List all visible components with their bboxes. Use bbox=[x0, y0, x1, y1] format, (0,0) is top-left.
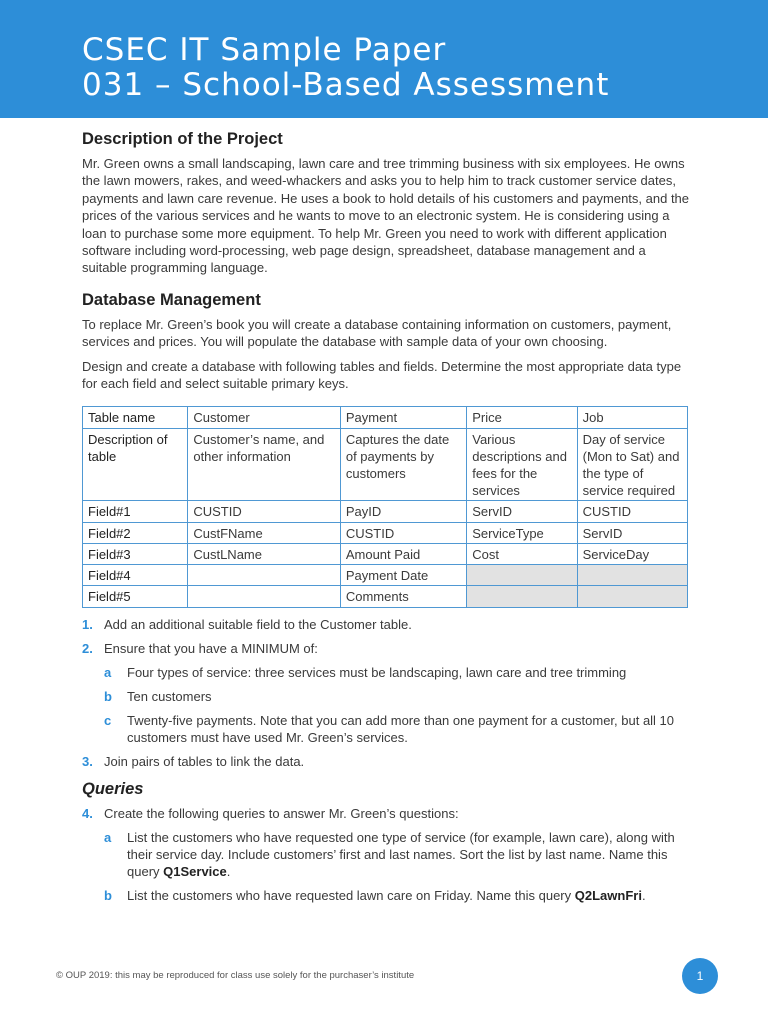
table-row bbox=[83, 543, 688, 564]
table-cell: Cost bbox=[467, 543, 577, 564]
table-cell: Field#3 bbox=[83, 543, 188, 564]
task-text: Ensure that you have a MINIMUM of: bbox=[104, 640, 318, 656]
subtask-text: List the customers who have requested one type of service (for example, lawn care), along with their service day. Include customers’ first and last names. Sort the list by last name. Name this query bbox=[127, 829, 675, 879]
queries-heading: Queries bbox=[82, 779, 144, 798]
table-cell: ServID bbox=[577, 522, 687, 543]
database-paragraph-1: To replace Mr. Green’s book you will create a database containing information on customers, payment, services and prices. You will populate the database with sample data of your own choosing. bbox=[82, 316, 672, 350]
subtask-4a bbox=[82, 829, 692, 880]
table-cell: Payment bbox=[340, 407, 466, 428]
task-number: 4. bbox=[82, 805, 93, 821]
subtask-text: Four types of service: three services must be landscaping, lawn care and tree trimming bbox=[127, 664, 627, 680]
table-cell: Captures the date of payments by customers bbox=[340, 428, 466, 501]
subtask-2b bbox=[82, 688, 692, 705]
table-header-row bbox=[83, 407, 688, 428]
table-cell: CUSTID bbox=[577, 501, 687, 522]
period: . bbox=[226, 863, 231, 879]
task-1 bbox=[82, 616, 692, 633]
page-title-line1: CSEC IT Sample Paper bbox=[82, 32, 447, 68]
subtask-text: Ten customers bbox=[127, 688, 212, 704]
page-title-line2: 031 – School-Based Assessment bbox=[82, 67, 610, 103]
task-number: 2. bbox=[82, 640, 93, 656]
table-cell-empty bbox=[577, 586, 687, 607]
task-text: Add an additional suitable field to the Customer table. bbox=[104, 616, 412, 632]
copyright-footer: © OUP 2019: this may be reproduced for class use solely for the purchaser’s institute bbox=[56, 970, 415, 981]
table-cell bbox=[188, 565, 341, 586]
subtask-letter: b bbox=[104, 887, 112, 903]
table-cell: Field#1 bbox=[83, 501, 188, 522]
table-cell: Field#4 bbox=[83, 565, 188, 586]
table-cell: Various descriptions and fees for the services bbox=[467, 428, 577, 501]
table-row bbox=[83, 501, 688, 522]
description-heading: Description of the Project bbox=[82, 130, 283, 148]
table-cell-empty bbox=[577, 565, 687, 586]
table-cell: ServiceDay bbox=[577, 543, 687, 564]
table-cell bbox=[188, 586, 341, 607]
subtask-2a bbox=[82, 664, 692, 681]
database-heading: Database Management bbox=[82, 290, 261, 309]
table-cell: Description of table bbox=[83, 428, 188, 501]
table-cell: Table name bbox=[83, 407, 188, 428]
table-cell: ServID bbox=[467, 501, 577, 522]
table-cell: Amount Paid bbox=[340, 543, 466, 564]
query-name: Q1Service bbox=[163, 863, 227, 879]
database-paragraph-2: Design and create a database with following tables and fields. Determine the most appropriate data type for each field and select suitable primary keys. bbox=[82, 358, 682, 392]
table-cell: Day of service (Mon to Sat) and the type of service required bbox=[577, 428, 687, 501]
table-description-row bbox=[83, 428, 688, 501]
subtask-letter: c bbox=[104, 712, 112, 728]
table-cell: Customer bbox=[188, 407, 341, 428]
task-text: Join pairs of tables to link the data. bbox=[104, 753, 305, 769]
table-cell: Price bbox=[467, 407, 577, 428]
title-banner bbox=[0, 0, 768, 118]
subtask-text: List the customers who have requested lawn care on Friday. Name this query bbox=[127, 887, 575, 903]
table-row bbox=[83, 565, 688, 586]
task-2 bbox=[82, 640, 692, 657]
subtask-letter: a bbox=[104, 664, 112, 680]
table-cell: Comments bbox=[340, 586, 466, 607]
subtask-text: Twenty-five payments. Note that you can add more than one payment for a customer, but all 10 customers must have used Mr. Green’s services. bbox=[127, 712, 675, 745]
table-row bbox=[83, 586, 688, 607]
task-text: Create the following queries to answer Mr. Green’s questions: bbox=[104, 805, 459, 821]
table-cell-empty bbox=[467, 586, 577, 607]
table-cell: Field#5 bbox=[83, 586, 188, 607]
table-cell-empty bbox=[467, 565, 577, 586]
description-paragraph: Mr. Green owns a small landscaping, lawn care and tree trimming business with six employees. He owns the lawn mowers, rakes, and weed-whackers and asks you to help him to track customer service dates, payments and lawn care revenue. He uses a book to hold details of his customers and payments, and the prices of the various services and he wants to move to an electronic system. He is considering using a loan to purchase some more equipment. To help Mr. Green you need to work with different application software including word-processing, web page design, spreadsheet, database management and a suitable programming language. bbox=[82, 156, 690, 276]
period: . bbox=[641, 887, 646, 903]
table-cell: CustLName bbox=[188, 543, 341, 564]
subtask-letter: a bbox=[104, 829, 112, 845]
table-cell: ServiceType bbox=[467, 522, 577, 543]
table-cell: CustFName bbox=[188, 522, 341, 543]
table-row bbox=[83, 522, 688, 543]
table-cell: PayID bbox=[340, 501, 466, 522]
table-cell: Customer’s name, and other information bbox=[188, 428, 341, 501]
query-name: Q2LawnFri bbox=[574, 887, 642, 903]
database-tables bbox=[82, 406, 688, 607]
table-cell: Field#2 bbox=[83, 522, 188, 543]
page-number-badge: 1 bbox=[682, 958, 718, 994]
table-cell: CUSTID bbox=[340, 522, 466, 543]
subtask-2c bbox=[82, 712, 692, 746]
table-cell: Job bbox=[577, 407, 687, 428]
task-number: 3. bbox=[82, 753, 93, 769]
table-cell: Payment Date bbox=[340, 565, 466, 586]
task-3 bbox=[82, 753, 692, 770]
task-number: 1. bbox=[82, 616, 93, 632]
subtask-4b bbox=[82, 887, 692, 904]
task-4 bbox=[82, 805, 692, 822]
subtask-letter: b bbox=[104, 688, 112, 704]
table-cell: CUSTID bbox=[188, 501, 341, 522]
document-body bbox=[82, 130, 692, 911]
